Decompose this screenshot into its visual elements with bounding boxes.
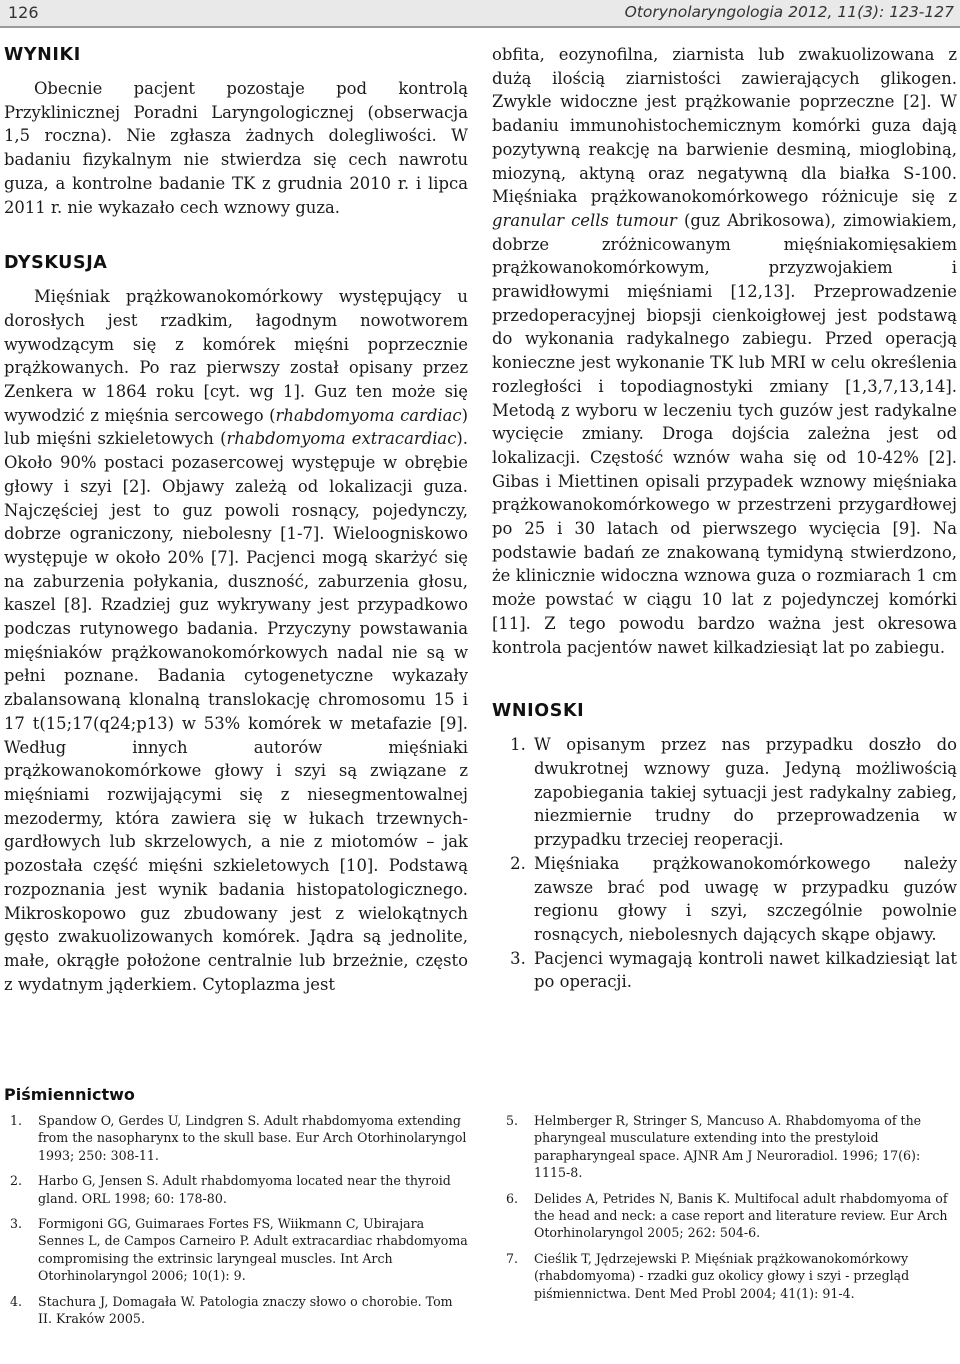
discussion-heading: DYSKUSJA: [4, 253, 108, 274]
reference-item: 1. Spandow O, Gerdes U, Lindgren S. Adult rhabdomyoma extending from the nasopharynx to the skull base. Eur Arch Otorhinolaryngol 1993; 250: 308-11.: [10, 1113, 467, 1163]
conclusion-item: 3. Pacjenci wymagają kontroli nawet kilkadziesiąt lat po operacji.: [531, 947, 957, 994]
reference-item: 4. Stachura J, Domagała W. Patologia znaczy słowo o chorobie. Tom II. Kraków 2005.: [10, 1293, 453, 1327]
conclusion-item: 2. Mięśniaka prążkowanokomórkowego należy zawsze brać pod uwagę w przypadku guzów regionu głowy i szyi, szczególnie powolnie rosnących, niebolesnych dających skąpe objawy.: [531, 852, 957, 947]
discussion-paragraph-1: Mięśniak prążkowanokomórkowy występujący u dorosłych jest rzadkim, łagodnym nowotworem wywodzącym się z komórek mięśni poprzecznie prążkowanych. Po raz pierwszy został opisany przez Zenkera w 1864 roku [cyt. wg 1]. Guz ten może się wywodzić z mięśnia sercowego (rhabdomyoma cardiac) lub mięśni szkieletowych (rhabdomyoma extracardiac). Około 90% postaci pozasercowej występuje w obrębie głowy i szyi [2]. Objawy zależą od lokalizacji guza. Najczęściej jest to guz powoli rosnący, pojedynczy, dobrze ograniczony, niebolesny [1-7]. Wieloogniskowo występuje w około 20% [7]. Pacjenci mogą skarżyć się na zaburzenia połykania, duszność, zaburzenia głosu, kaszel [8]. Rzadziej guz wykrywany jest przypadkowo podczas rutynowego badania. Przyczyny powstawania mięśniaków prążkowanokomórkowych nadal nie są w pełni poznane. Badania cytogenetyczne wykazały zbalansowaną klonalną translokację chromosomu 15 i 17 t(15;17(q24;p13) w 53% komórek w metafazie [9]. Według innych autorów mięśniaki prążkowanokomórkowe głowy i szyi są związane z mięśniami rozwijającymi się z niesegmentowalnej mezodermy, która zawiera się w łukach trzewnych-gardłowych lub skrzelowych, a nie z miotomów – jak pozostała część mięśni szkieletowych [10]. Podstawą rozpoznania jest wynik badania histopatologicznego. Mikroskopowo guz zbudowany jest z wielokątnych gęsto zwakuolizowanych komórek. Jądra są jednolite, małe, okrągłe położone centralnie lub brzeżnie, często z wydatnym jąderkiem. Cytoplazma jest: [4, 287, 468, 994]
reference-item: 3. Formigoni GG, Guimaraes Fortes FS, Wiikmann C, Ubirajara Sennes L, de Campos Carneiro P. Adult extracardiac rhabdomyoma compromising the extrinsic laryngeal muscles. Int Arch Otorhinolaryngol 2006; 10(1): 9.: [10, 1216, 468, 1284]
term-granular-cells-tumour: granular cells tumour: [492, 210, 677, 230]
reference-item: 7. Cieślik T, Jędrzejewski P. Mięśniak prążkowanokomórkowy (rhabdomyoma) - rzadki guz okolicy głowy i szyi - przegląd piśmiennictwa. Dent Med Probl 2004; 41(1): 91-4.: [506, 1250, 910, 1301]
discussion-paragraph-2: obfita, eozynofilna, ziarnista lub zwakuolizowana z dużą ilością ziarnistości zawierających glikogen. Zwykle widoczne jest prążkowanie poprzeczne [2]. W badaniu immunohistochemicznym komórki guza dają pozytywną reakcję na barwienie desminą, mioglobiną, miozyną, aktyną oraz negatywną dla białka S-100. Mięśniaka prążkowanokomórkowego różnicuje się z granular cells tumour (guz Abrikosowa), zimowiakiem, dobrze zróżnicowanym mięśniakomięsakiem prążkowanokomórkowym, przyzwojakiem i prawidłowymi mięśniami [12,13]. Przeprowadzenie przedoperacyjnej biopsji cienkoigłowej jest podstawą do wykonania radykalnego zabiegu. Przed operacją konieczne jest wykonanie TK lub MRI w celu określenia rozległości i topodiagnostyki zmiany [1,3,7,13,14]. Metodą z wyboru w leczeniu tych guzów jest radykalne wycięcie zmiany. Droga dojścia zależna jest od lokalizacji. Częstość wznów waha się od 10-42% [2]. Gibas i Miettinen opisali przypadek wznowy mięśniaka prążkowanokomórkowego w przestrzeni przygardłowej po 25 i 30 latach od pierwszego wycięcia [9]. Na podstawie badań ze znakowaną tymidyną stwierdzono, że klinicznie widoczna wznowa guza o rozmiarach 1 cm może powstać w ciągu 10 lat z pojedynczej komórki [11]. Z tego powodu bardzo ważna jest okresowa kontrola pacjentów nawet kilkadziesiąt lat po zabiegu.: [492, 45, 958, 657]
page-header: [0, 0, 960, 28]
references-left-column: [10, 1112, 468, 1335]
references-heading: Piśmiennictwo: [4, 1085, 135, 1104]
reference-item: 2. Harbo G, Jensen S. Adult rhabdomyoma located near the thyroid gland. ORL 1998; 60: 178-80.: [10, 1173, 451, 1206]
reference-item: 5. Helmberger R, Stringer S, Mancuso A. Rhabdomyoma of the pharyngeal musculature extending into the prestyloid parapharyngeal space. AJNR Am J Neuroradiol. 1996; 17(6): 1115-8.: [506, 1113, 922, 1181]
conclusions-heading: WNIOSKI: [492, 701, 585, 722]
right-column: [492, 43, 957, 994]
term-rhabdomyoma-extracardiac: rhabdomyoma extracardiac: [226, 429, 457, 449]
term-rhabdomyoma-cardiac: rhabdomyoma cardiac: [275, 405, 462, 425]
conclusion-item: 1. W opisanym przez nas przypadku doszło do dwukrotnej wznowy guza. Jedyną możliwością zapobiegania takiej sytuacji jest radykalny zabieg, niezmiernie trudny do przeprowadzenia w przypadku trzeciej reoperacji.: [531, 733, 957, 852]
results-paragraph: Obecnie pacjent pozostaje pod kontrolą Przyklinicznej Poradni Laryngologicznej (obserwacja 1,5 roczna). Nie zgłasza żadnych dolegliwości. W badaniu fizykalnym nie stwierdza się cech nawrotu guza, a kontrolne badanie TK z grudnia 2010 r. i lipca 2011 r. nie wykazało cech wznowy guza.: [4, 79, 468, 217]
page-number: 126: [8, 3, 39, 22]
left-column: [4, 43, 468, 996]
conclusions-list: [492, 733, 957, 994]
results-heading: WYNIKI: [4, 45, 81, 65]
journal-citation: Otorynolaryngologia 2012, 11(3): 123-127: [624, 3, 954, 21]
references-right-column: [506, 1112, 958, 1310]
reference-item: 6. Delides A, Petrides N, Banis K. Multifocal adult rhabdomyoma of the head and neck: a case report and literature review. Eur Arch Otorhinolaryngol 2005; 262: 504-6.: [506, 1190, 948, 1241]
